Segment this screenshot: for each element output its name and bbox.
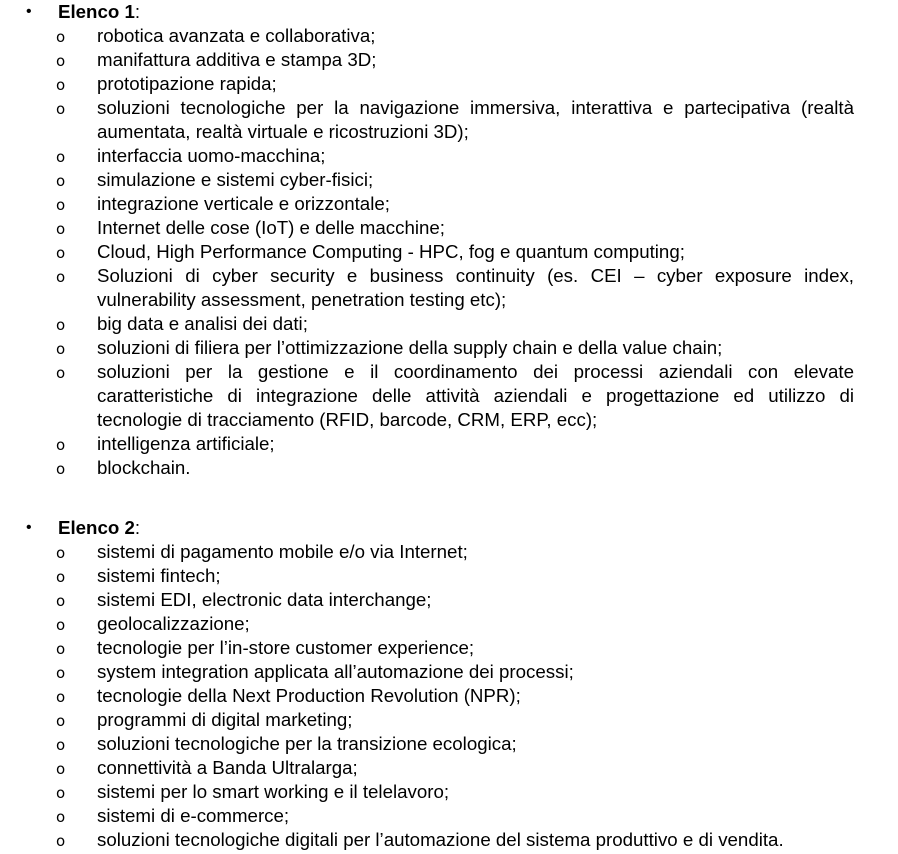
bullet-icon: • <box>26 3 32 20</box>
list-item-text: system integration applicata all’automazione dei processi; <box>97 661 574 682</box>
circle-bullet-icon: o <box>56 616 66 634</box>
circle-bullet-icon: o <box>56 340 66 358</box>
list-item <box>0 168 854 192</box>
list-item-text: geolocalizzazione; <box>97 613 250 634</box>
list-item <box>0 336 854 360</box>
circle-bullet-icon: o <box>56 592 66 610</box>
list-item <box>0 636 854 660</box>
list-item <box>0 456 854 480</box>
list-item <box>0 96 854 144</box>
list-item-text: blockchain. <box>97 457 191 478</box>
circle-bullet-icon: o <box>56 832 66 850</box>
list-item-text: sistemi di e-commerce; <box>97 805 290 826</box>
list-item <box>0 540 854 564</box>
list-item <box>0 612 854 636</box>
list-item-text: sistemi EDI, electronic data interchange; <box>97 589 432 610</box>
list-item-text: manifattura additiva e stampa 3D; <box>97 49 377 70</box>
section-title-suffix: : <box>134 517 141 538</box>
list-item <box>0 780 854 804</box>
list-item-text: programmi di digital marketing; <box>97 709 353 730</box>
circle-bullet-icon: o <box>56 28 66 46</box>
circle-bullet-icon: o <box>56 268 66 286</box>
list-item <box>0 708 854 732</box>
list-item-text: robotica avanzata e collaborativa; <box>97 25 376 46</box>
list-item <box>0 360 854 432</box>
circle-bullet-icon: o <box>56 688 66 706</box>
list-item-text: Internet delle cose (IoT) e delle macchine; <box>97 217 445 238</box>
list-item-text: soluzioni per la gestione e il coordinamento dei processi aziendali con elevate caratteristiche di integrazione delle attività aziendali e progettazione ed utilizzo di tecnologie di tracciamento (RFID, barcode, CRM, ERP, ecc); <box>97 361 854 430</box>
circle-bullet-icon: o <box>56 76 66 94</box>
section-title-label: Elenco 1 <box>58 1 135 22</box>
circle-bullet-icon: o <box>56 808 66 826</box>
list-item-text: soluzioni tecnologiche digitali per l’automazione del sistema produttivo e di vendita. <box>97 829 784 850</box>
circle-bullet-icon: o <box>56 436 66 454</box>
list-item <box>0 804 854 828</box>
list-item-text: prototipazione rapida; <box>97 73 277 94</box>
sub-list <box>0 24 898 480</box>
section-heading <box>0 0 898 24</box>
circle-bullet-icon: o <box>56 172 66 190</box>
list-item <box>0 732 854 756</box>
list-item <box>0 660 854 684</box>
circle-bullet-icon: o <box>56 244 66 262</box>
circle-bullet-icon: o <box>56 196 66 214</box>
circle-bullet-icon: o <box>56 220 66 238</box>
list-item <box>0 564 854 588</box>
circle-bullet-icon: o <box>56 316 66 334</box>
list-item-text: simulazione e sistemi cyber-fisici; <box>97 169 374 190</box>
list-item-text: sistemi di pagamento mobile e/o via Internet; <box>97 541 468 562</box>
list-item <box>0 684 854 708</box>
list-item-text: interfaccia uomo-macchina; <box>97 145 326 166</box>
list-item <box>0 312 854 336</box>
section-title-label: Elenco 2 <box>58 517 135 538</box>
list-item <box>0 216 854 240</box>
circle-bullet-icon: o <box>56 100 66 118</box>
sub-list <box>0 540 898 852</box>
circle-bullet-icon: o <box>56 544 66 562</box>
circle-bullet-icon: o <box>56 52 66 70</box>
list-item-text: Soluzioni di cyber security e business continuity (es. CEI – cyber exposure index, vulnerability assessment, penetration testing etc); <box>97 265 854 310</box>
circle-bullet-icon: o <box>56 664 66 682</box>
circle-bullet-icon: o <box>56 364 66 382</box>
list-item-text: integrazione verticale e orizzontale; <box>97 193 390 214</box>
section-title <box>58 0 140 24</box>
circle-bullet-icon: o <box>56 784 66 802</box>
circle-bullet-icon: o <box>56 712 66 730</box>
circle-bullet-icon: o <box>56 760 66 778</box>
section-title-suffix: : <box>134 1 141 22</box>
circle-bullet-icon: o <box>56 568 66 586</box>
bullet-icon: • <box>26 519 32 536</box>
list-item-text: tecnologie per l’in-store customer experience; <box>97 637 475 658</box>
list-item <box>0 264 854 312</box>
list-item-text: soluzioni di filiera per l’ottimizzazione della supply chain e della value chain; <box>97 337 723 358</box>
list-item-text: soluzioni tecnologiche per la navigazione immersiva, interattiva e partecipativa (realtà aumentata, realtà virtuale e ricostruzioni 3D); <box>97 97 854 142</box>
circle-bullet-icon: o <box>56 148 66 166</box>
list-item-text: sistemi per lo smart working e il telelavoro; <box>97 781 450 802</box>
list-item <box>0 828 854 852</box>
list-item <box>0 72 854 96</box>
circle-bullet-icon: o <box>56 640 66 658</box>
circle-bullet-icon: o <box>56 460 66 478</box>
list-item <box>0 24 854 48</box>
list-item-text: intelligenza artificiale; <box>97 433 275 454</box>
section-heading <box>0 516 898 540</box>
list-item-text: Cloud, High Performance Computing - HPC, fog e quantum computing; <box>97 241 685 262</box>
list-item <box>0 192 854 216</box>
list-item <box>0 240 854 264</box>
list-item-text: soluzioni tecnologiche per la transizione ecologica; <box>97 733 517 754</box>
list-item <box>0 48 854 72</box>
section-title <box>58 516 140 540</box>
list-item <box>0 432 854 456</box>
list-item-text: big data e analisi dei dati; <box>97 313 308 334</box>
list-section-2 <box>0 516 898 852</box>
list-item-text: tecnologie della Next Production Revolution (NPR); <box>97 685 521 706</box>
list-item <box>0 144 854 168</box>
list-item-text: connettività a Banda Ultralarga; <box>97 757 358 778</box>
list-item <box>0 588 854 612</box>
section-spacer <box>0 480 898 516</box>
circle-bullet-icon: o <box>56 736 66 754</box>
list-item <box>0 756 854 780</box>
list-item-text: sistemi fintech; <box>97 565 221 586</box>
